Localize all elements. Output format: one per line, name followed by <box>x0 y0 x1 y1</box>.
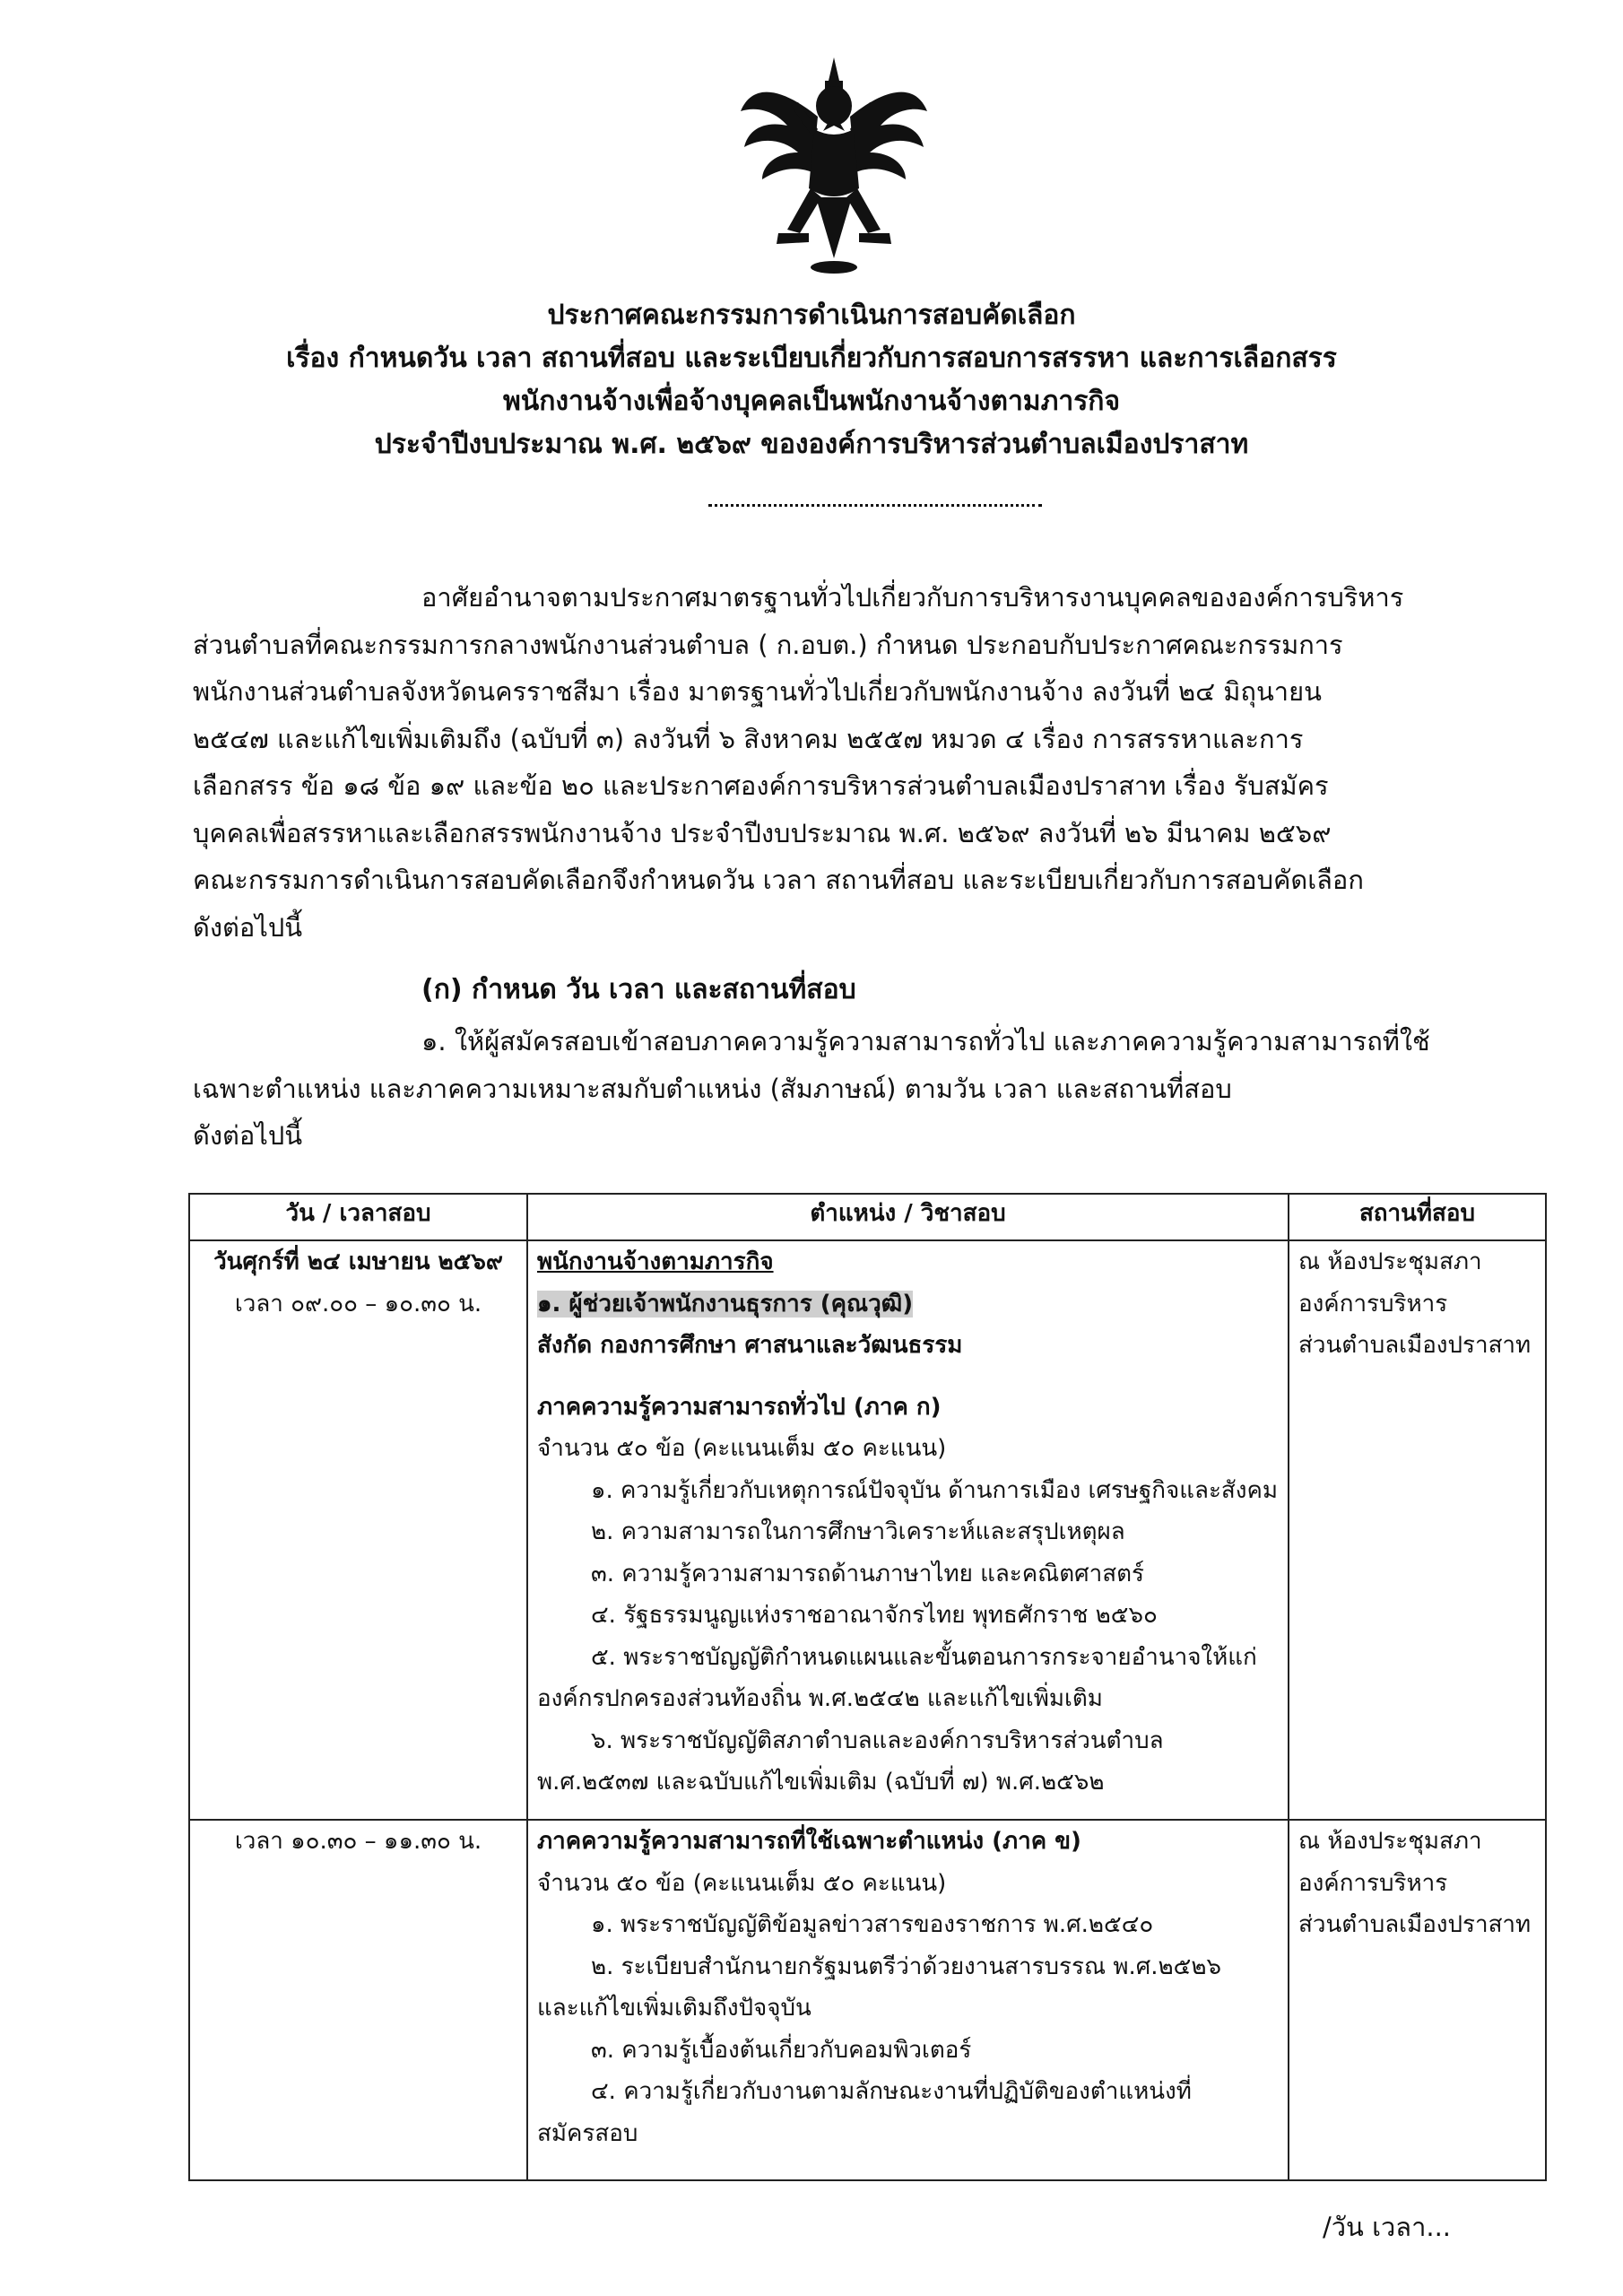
section-a-heading: (ก) กำหนด วัน เวลา และสถานที่สอบ <box>421 974 856 1005</box>
item-1-line: ๑. ให้ผู้สมัครสอบเข้าสอบภาคความรู้ความสามารถทั่วไป และภาคความรู้ความสามารถที่ใช้ <box>421 1026 1430 1057</box>
col-header-date: วัน / เวลาสอบ <box>189 1194 527 1240</box>
exam-place: ณ ห้องประชุมสภา <box>1298 1828 1482 1855</box>
subject-item: ๔. รัฐธรรมนูญแห่งราชอาณาจักรไทย พุทธศักราช ๒๕๖๐ <box>591 1602 1158 1629</box>
announcement-header <box>0 294 1623 466</box>
exam-place: ส่วนตำบลเมืองปราสาท <box>1298 1332 1532 1359</box>
subject-item: ๕. พระราชบัญญัติกำหนดแผนและขั้นตอนการกระจายอำนาจให้แก่ <box>591 1643 1257 1671</box>
intro-line: ๒๕๔๗ และแก้ไขเพิ่มเติมถึง (ฉบับที่ ๓) ลงวันที่ ๖ สิงหาคม ๒๕๕๗ หมวด ๔ เรื่อง การสรรหาและการ <box>193 723 1304 754</box>
row2-date-cell <box>189 1820 527 2180</box>
subject-item: ๖. พระราชบัญญัติสภาตำบลและองค์การบริหารส่วนตำบล <box>591 1726 1164 1754</box>
exam-date: วันศุกร์ที่ ๒๔ เมษายน ๒๕๖๙ <box>213 1248 503 1275</box>
header-title: ประกาศคณะกรรมการดำเนินการสอบคัดเลือก <box>547 300 1076 331</box>
exam-place: องค์การบริหาร <box>1298 1290 1448 1318</box>
col-header-position: ตำแหน่ง / วิชาสอบ <box>527 1194 1289 1240</box>
row2-subject-cell <box>527 1820 1289 2180</box>
continued-footer: /วัน เวลา... <box>1323 2212 1452 2242</box>
subject-item-cont: องค์กรปกครองส่วนท้องถิ่น พ.ศ.๒๕๔๒ และแก้ไขเพิ่มเติม <box>537 1685 1103 1712</box>
subject-item: ๓. ความรู้ความสามารถด้านภาษาไทย และคณิตศาสตร์ <box>591 1560 1144 1587</box>
question-count: จำนวน ๕๐ ข้อ (คะแนนเต็ม ๕๐ คะแนน) <box>537 1869 947 1897</box>
exam-place: ส่วนตำบลเมืองปราสาท <box>1298 1911 1532 1938</box>
table-row <box>189 1240 1546 1820</box>
subject-item: ๔. ความรู้เกี่ยวกับงานตามลักษณะงานที่ปฏิบัติของตำแหน่งที่ <box>591 2078 1192 2105</box>
position-name: ๑. ผู้ช่วยเจ้าพนักงานธุรการ (คุณวุฒิ) <box>537 1290 914 1318</box>
row1-date-cell <box>189 1240 527 1820</box>
question-count: จำนวน ๕๐ ข้อ (คะแนนเต็ม ๕๐ คะแนน) <box>537 1435 947 1462</box>
intro-line: พนักงานส่วนตำบลจังหวัดนครราชสีมา เรื่อง มาตรฐานทั่วไปเกี่ยวกับพนักงานจ้าง ลงวันที่ ๒๔ มิถุนายน <box>193 676 1322 707</box>
job-type: พนักงานจ้างตามภารกิจ <box>537 1248 774 1275</box>
subject-item-cont: และแก้ไขเพิ่มเติมถึงปัจจุบัน <box>537 1995 812 2022</box>
intro-line: คณะกรรมการดำเนินการสอบคัดเลือกจึงกำหนดวัน เวลา สถานที่สอบ และระเบียบเกี่ยวกับการสอบคัดเลือก <box>193 865 1364 895</box>
subject-item-cont: สมัครสอบ <box>537 2119 638 2147</box>
exam-time: เวลา ๑๐.๓๐ – ๑๑.๓๐ น. <box>234 1828 482 1855</box>
garuda-emblem-icon <box>735 54 933 278</box>
header-subject-cont: พนักงานจ้างเพื่อจ้างบุคคลเป็นพนักงานจ้างตามภารกิจ <box>502 386 1121 417</box>
subject-item: ๒. ระเบียบสำนักนายกรัฐมนตรีว่าด้วยงานสารบรรณ พ.ศ.๒๕๒๖ <box>591 1952 1222 1980</box>
intro-line: ส่วนตำบลที่คณะกรรมการกลางพนักงานส่วนตำบล ( ก.อบต.) กำหนด ประกอบกับประกาศคณะกรรมการ <box>193 629 1343 660</box>
intro-line: ดังต่อไปนี้ <box>193 911 303 943</box>
intro-paragraph <box>193 574 1473 951</box>
intro-line: เลือกสรร ข้อ ๑๘ ข้อ ๑๙ และข้อ ๒๐ และประกาศองค์การบริหารส่วนตำบลเมืองปราสาท เรื่อง รับสมัคร <box>193 770 1329 801</box>
item-1-paragraph <box>193 1018 1473 1160</box>
header-subject: เรื่อง กำหนดวัน เวลา สถานที่สอบ และระเบียบเกี่ยวกับการสอบการสรรหา และการเลือกสรร <box>286 343 1337 374</box>
department: สังกัด กองการศึกษา ศาสนาและวัฒนธรรม <box>537 1332 963 1359</box>
subject-item: ๒. ความสามารถในการศึกษาวิเคราะห์และสรุปเหตุผล <box>591 1518 1125 1545</box>
exam-place: ณ ห้องประชุมสภา <box>1298 1248 1482 1275</box>
subject-item: ๓. ความรู้เบื้องต้นเกี่ยวกับคอมพิวเตอร์ <box>591 2036 972 2064</box>
header-fiscal-year: ประจำปีงบประมาณ พ.ศ. ๒๕๖๙ ขององค์การบริหารส่วนตำบลเมืองปราสาท <box>374 429 1249 460</box>
exam-part-a: ภาคความรู้ความสามารถทั่วไป (ภาค ก) <box>537 1393 942 1421</box>
row1-subject-cell <box>527 1240 1289 1820</box>
col-header-place: สถานที่สอบ <box>1289 1194 1546 1240</box>
item-1-line: เฉพาะตำแหน่ง และภาคความเหมาะสมกับตำแหน่ง (สัมภาษณ์) ตามวัน เวลา และสถานที่สอบ <box>193 1073 1232 1104</box>
exam-time: เวลา ๐๙.๐๐ – ๑๐.๓๐ น. <box>234 1290 482 1318</box>
table-row <box>189 1820 1546 2180</box>
intro-line: บุคคลเพื่อสรรหาและเลือกสรรพนักงานจ้าง ประจำปีงบประมาณ พ.ศ. ๒๕๖๙ ลงวันที่ ๒๖ มีนาคม ๒๕๖๙ <box>193 817 1332 848</box>
row1-place-cell <box>1289 1240 1546 1820</box>
item-1-line: ดังต่อไปนี้ <box>193 1120 303 1151</box>
header-dotted-divider <box>708 504 1042 507</box>
table-header-row <box>189 1194 1546 1240</box>
exam-place: องค์การบริหาร <box>1298 1869 1448 1897</box>
subject-item-cont: พ.ศ.๒๕๓๗ และฉบับแก้ไขเพิ่มเติม (ฉบับที่ ๗) พ.ศ.๒๕๖๒ <box>537 1769 1105 1796</box>
exam-schedule-table <box>188 1193 1547 2181</box>
subject-item: ๑. ความรู้เกี่ยวกับเหตุการณ์ปัจจุบัน ด้านการเมือง เศรษฐกิจและสังคม <box>591 1476 1279 1504</box>
intro-line: อาศัยอำนาจตามประกาศมาตรฐานทั่วไปเกี่ยวกับการบริหารงานบุคคลขององค์การบริหาร <box>421 582 1404 613</box>
exam-part-b: ภาคความรู้ความสามารถที่ใช้เฉพาะตำแหน่ง (ภาค ข) <box>537 1828 1081 1855</box>
subject-item: ๑. พระราชบัญญัติข้อมูลข่าวสารของราชการ พ.ศ.๒๕๔๐ <box>591 1911 1154 1938</box>
row2-place-cell <box>1289 1820 1546 2180</box>
